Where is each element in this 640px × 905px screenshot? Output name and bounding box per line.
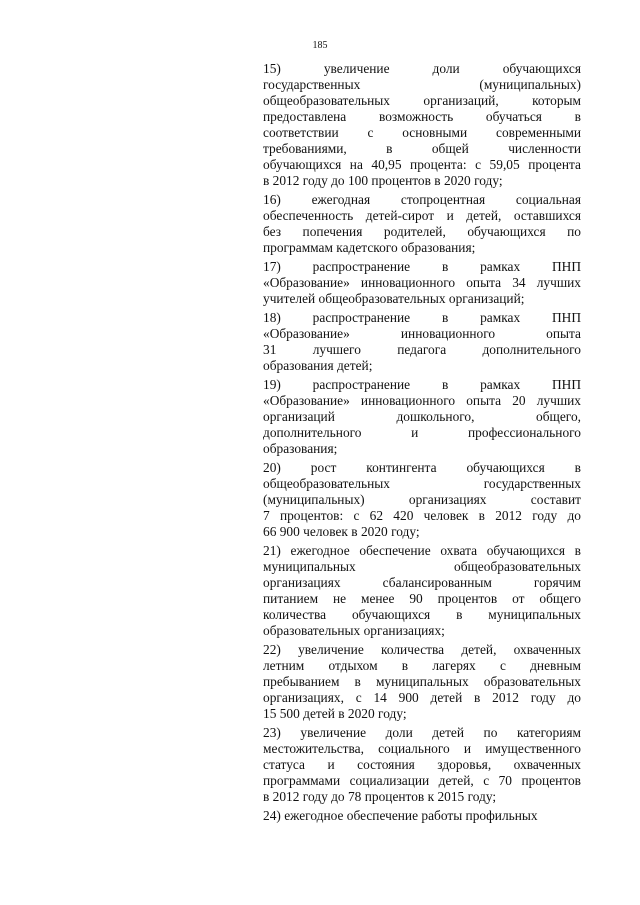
text-line: 15) увеличение доли обучающихся — [263, 61, 581, 76]
text-line: обеспеченность детей-сирот и детей, оставшихся — [263, 208, 581, 223]
text-line: (муниципальных) организациях составит — [263, 492, 581, 507]
text-line: пребыванием в муниципальных образовательных — [263, 674, 581, 689]
text-line: организаций дошкольного, общего, — [263, 409, 581, 424]
text-line: 22) увеличение количества детей, охваченных — [263, 642, 581, 657]
page-number: 185 — [312, 40, 328, 51]
text-line: питанием не менее 90 процентов от общего — [263, 591, 581, 606]
text-line: муниципальных общеобразовательных — [263, 559, 581, 574]
text-line: без попечения родителей, обучающихся по — [263, 224, 581, 239]
list-item — [263, 543, 581, 639]
text-line: программами социализации детей, с 70 процентов — [263, 773, 581, 788]
list-item — [263, 460, 581, 540]
text-line: 18) распространение в рамках ПНП — [263, 310, 581, 325]
text-line: 24) ежегодное обеспечение работы профильных — [263, 808, 538, 823]
list-item — [263, 310, 581, 374]
text-line: организациях сбалансированным горячим — [263, 575, 581, 590]
text-line: «Образование» инновационного опыта — [263, 326, 581, 341]
text-line: 21) ежегодное обеспечение охвата обучающихся в — [263, 543, 581, 558]
text-line: организациях, с 14 900 детей в 2012 году до — [263, 690, 581, 705]
text-line: образовательных организациях; — [263, 623, 445, 638]
text-line: 7 процентов: с 62 420 человек в 2012 году до — [263, 508, 581, 523]
text-line: программам кадетского образования; — [263, 240, 476, 255]
list-item — [263, 642, 581, 722]
text-line: государственных (муниципальных) — [263, 77, 581, 92]
text-line: 20) рост контингента обучающихся в — [263, 460, 581, 475]
text-line: общеобразовательных государственных — [263, 476, 581, 491]
list-item — [263, 725, 581, 805]
list-item — [263, 61, 581, 189]
text-line: 23) увеличение доли детей по категориям — [263, 725, 581, 740]
list-item — [263, 259, 581, 307]
list-item — [263, 192, 581, 256]
text-line: общеобразовательных организаций, которым — [263, 93, 581, 108]
text-line: 16) ежегодная стопроцентная социальная — [263, 192, 581, 207]
text-line: образования детей; — [263, 358, 373, 373]
text-line: дополнительного и профессионального — [263, 425, 581, 440]
list-item — [263, 808, 581, 824]
text-line: «Образование» инновационного опыта 20 лучших — [263, 393, 581, 408]
text-line: летним отдыхом в лагерях с дневным — [263, 658, 581, 673]
text-line: количества обучающихся в муниципальных — [263, 607, 581, 622]
text-line: статуса и состояния здоровья, охваченных — [263, 757, 581, 772]
list-item — [263, 377, 581, 457]
text-line: в 2012 году до 78 процентов к 2015 году; — [263, 789, 497, 804]
text-line: «Образование» инновационного опыта 34 лучших — [263, 275, 581, 290]
text-line: 31 лучшего педагога дополнительного — [263, 342, 581, 357]
text-line: требованиями, в общей численности — [263, 141, 581, 156]
text-line: 15 500 детей в 2020 году; — [263, 706, 407, 721]
document-body — [263, 61, 581, 827]
text-line: местожительства, социального и имущественного — [263, 741, 581, 756]
text-line: соответствии с основными современными — [263, 125, 581, 140]
text-line: учителей общеобразовательных организаций; — [263, 291, 525, 306]
text-line: 17) распространение в рамках ПНП — [263, 259, 581, 274]
text-line: в 2012 году до 100 процентов в 2020 году; — [263, 173, 503, 188]
text-line: предоставлена возможность обучаться в — [263, 109, 581, 124]
text-line: 19) распространение в рамках ПНП — [263, 377, 581, 392]
text-line: 66 900 человек в 2020 году; — [263, 524, 420, 539]
text-line: обучающихся на 40,95 процента: с 59,05 процента — [263, 157, 581, 172]
text-line: образования; — [263, 441, 338, 456]
